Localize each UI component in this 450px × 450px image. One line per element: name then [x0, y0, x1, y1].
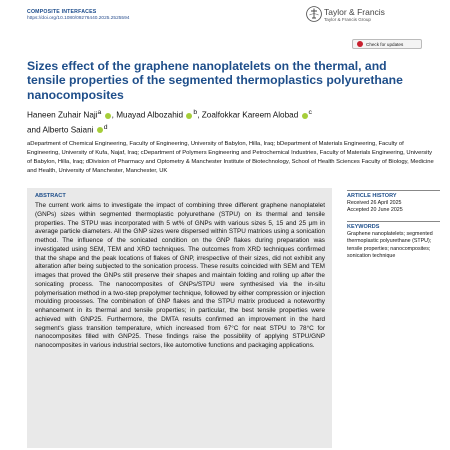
author-list: Haneen Zuhair Naji$^a$ , Muayad Albozahid $^b$, Zoalfokkar Kareem Alobad $^c$ and Alberto Saiani $^d$ — [27, 109, 312, 135]
article-history — [347, 193, 442, 215]
journal-name: COMPOSITE INTERFACES — [27, 9, 97, 15]
publisher-logo-icon — [306, 6, 322, 22]
divider — [347, 190, 440, 191]
check-updates-button[interactable] — [352, 39, 422, 49]
keywords-text: Graphene nanoplatelets; segmented thermoplastic polyurethane (STPU); tensile properties; nanocomposites; sonication technique — [347, 231, 433, 259]
author-name[interactable]: Zoalfokkar Kareem Alobad — [201, 110, 299, 120]
check-updates-label: Check for updates — [366, 41, 404, 47]
accepted-date: Accepted 20 June 2025 — [347, 207, 403, 214]
author-affil-sup: a — [97, 109, 102, 116]
abstract-heading: ABSTRACT — [35, 193, 66, 199]
orcid-icon[interactable] — [105, 113, 111, 119]
author-affil-sup: c — [308, 109, 312, 116]
publisher-name: Taylor & Francis — [324, 7, 385, 17]
author-affil-sup: d — [103, 123, 108, 131]
abstract-text: The current work aims to investigate the impact of combining three different graphene nanoplatelet (GNPs) sizes within segmented thermoplastic polyurethane (STPU) on its thermal and tensile properties. The STPU was incorporated with 5 wt% of GNPs with various sizes 5, 15 and 25 μm in average particle diameters. All the GNP sizes were dispersed within STPU matrices using a sonication method. The influence of the sonicated condition on the GNP flakes during preparation was investigated using SEM, TEM and XRD techniques. The outcomes from XRD techniques confirmed that the shape and the peak locations of flakes of GNP, irrespective of their sizes, did not exhibit any alteration after being subjected to the sonication process. These results coincided with SEM and TEM images that proved the GNPs still preserve their shapes and maintain folding and rolling up after the sonicating process. The nanocomposites of GNPs/STPU were synthesised via the in-situ polymerisation method in a two-step prepolymer technique, followed by either compression or injection moulding processes. The combination of GNP flakes and the STPU matrix produced a noteworthy enhancement in its thermal and tensile properties; in particular, the best tensile properties were achieved with GNP25. Furthermore, the DMTA results confirmed an improvement in the hard segment's glass transition temperature, which increased from 67°C for neat STPU to 78°C for nanocomposites filled with GNP25. These findings raise the possibility of applying STPU/GNP nanocomposites in various industrial sectors, like automotive functions and packaging applications. — [35, 202, 325, 349]
article-history-heading: ARTICLE HISTORY — [347, 193, 397, 199]
orcid-icon[interactable] — [302, 113, 308, 119]
author-name[interactable]: Alberto Saiani — [42, 125, 94, 135]
affiliations: aDepartment of Chemical Engineering, Faculty of Engineering, University of Babylon, Hilla, Iraq; bDepartment of Materials Engineering, Faculty of Engineering, University of Kufa, Najaf, Iraq; cDepartment of Polymers Engineering and Petrochemical Industries, Faculty of Materials Engineering, University of Babylon, Hilla, Iraq; dDivision of Pharmacy and Optometry & Manchester Institute of Biotechnology, School of Health Sciences Faculty of Biology, Medicine and Health, University of Manchester, Manchester, UK — [27, 141, 434, 175]
author-name[interactable]: Muayad Albozahid — [116, 110, 184, 120]
author-affil-sup: b — [193, 109, 198, 116]
author-name[interactable]: Haneen Zuhair Naji — [27, 110, 98, 120]
crossmark-icon — [357, 41, 363, 47]
orcid-icon[interactable] — [97, 127, 103, 133]
article-title: Sizes effect of the graphene nanoplatelets on the thermal, and tensile properties of the segmented thermoplastics polyurethane nanocomposites — [27, 59, 403, 102]
received-date: Received 26 April 2025 — [347, 200, 402, 207]
orcid-icon[interactable] — [186, 113, 192, 119]
publisher-group: Taylor & Francis Group — [324, 17, 371, 22]
doi-link[interactable]: https://doi.org/10.1080/09276440.2025.2525594 — [27, 16, 130, 21]
keywords-heading: KEYWORDS — [347, 224, 380, 230]
keywords-block — [347, 224, 442, 260]
divider — [347, 221, 440, 222]
